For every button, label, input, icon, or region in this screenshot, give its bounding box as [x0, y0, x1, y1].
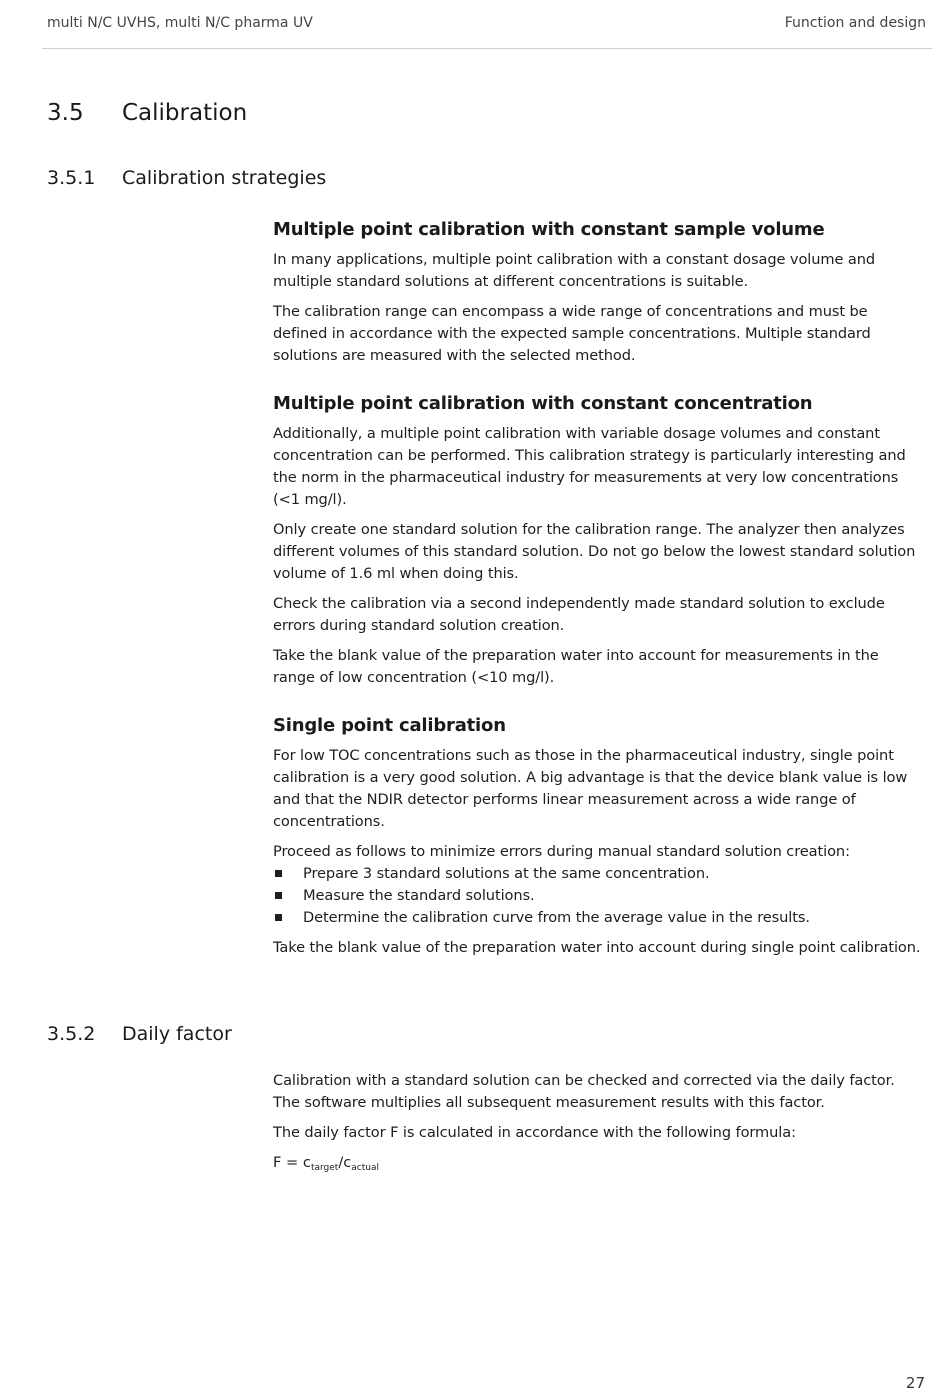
- paragraph: Proceed as follows to minimize errors during manual standard solution creation:: [273, 843, 850, 860]
- paragraph: Check the calibration via a second independently made standard solution to exclude errors during standard solution creation.: [273, 595, 885, 634]
- header-divider: [42, 48, 932, 49]
- daily-factor-content: [273, 1070, 923, 1179]
- page-number: 27: [905, 1374, 925, 1392]
- calibration-strategies-content: [273, 219, 923, 967]
- square-bullet-icon: [275, 892, 282, 899]
- heading-single-point-calibration: Single point calibration: [273, 715, 506, 736]
- paragraph: In many applications, multiple point calibration with a constant dosage volume and multiple standard solutions at different concentrations is suitable.: [273, 251, 876, 290]
- header-chapter-title: Function and design: [784, 15, 926, 31]
- subsection-title-daily-factor: Daily factor: [122, 1023, 232, 1045]
- subsection-title-strategies: Calibration strategies: [122, 167, 327, 189]
- paragraph: Take the blank value of the preparation water into account for measurements in the range of low concentration (<10 mg/l).: [273, 647, 879, 686]
- paragraph: Take the blank value of the preparation water into account during single point calibration.: [273, 939, 921, 956]
- square-bullet-icon: [275, 914, 282, 921]
- section-number: 3.5: [47, 100, 84, 126]
- heading-constant-sample-volume: Multiple point calibration with constant sample volume: [273, 219, 825, 240]
- paragraph: Only create one standard solution for the calibration range. The analyzer then analyzes different volumes of this standard solution. Do not go below the lowest standard solution volume of 1.6 ml when doing this.: [273, 521, 916, 582]
- header-document-title: multi N/C UVHS, multi N/C pharma UV: [47, 15, 313, 31]
- list-item: Determine the calibration curve from the average value in the results.: [273, 907, 923, 929]
- paragraph: For low TOC concentrations such as those in the pharmaceutical industry, single point calibration is a very good solution. A big advantage is that the device blank value is low and that the NDIR detector performs linear measurement across a wide range of concentrations.: [273, 747, 908, 830]
- paragraph: Calibration with a standard solution can be checked and corrected via the daily factor. The software multiplies all subsequent measurement results with this factor.: [273, 1072, 895, 1111]
- paragraph: The calibration range can encompass a wide range of concentrations and must be defined in accordance with the expected sample concentrations. Multiple standard solutions are measured with the selected method.: [273, 303, 871, 364]
- list-item: Measure the standard solutions.: [273, 885, 923, 907]
- list-item: Prepare 3 standard solutions at the same concentration.: [273, 863, 923, 885]
- square-bullet-icon: [275, 870, 282, 877]
- heading-constant-concentration: Multiple point calibration with constant concentration: [273, 393, 813, 414]
- subsection-number-strategies: 3.5.1: [47, 167, 96, 189]
- subsection-number-daily-factor: 3.5.2: [47, 1023, 96, 1045]
- paragraph: Additionally, a multiple point calibration with variable dosage volumes and constant concentration can be performed. This calibration strategy is particularly interesting and the norm in the pharmaceutical industry for measurements at very low concentrations (<1 mg/l).: [273, 425, 906, 508]
- daily-factor-formula: $F = c_{target}/c_{actual}$: [273, 1154, 379, 1173]
- paragraph: The daily factor F is calculated in accordance with the following formula:: [273, 1124, 796, 1141]
- procedure-list: [273, 863, 923, 929]
- section-title: Calibration: [122, 100, 248, 126]
